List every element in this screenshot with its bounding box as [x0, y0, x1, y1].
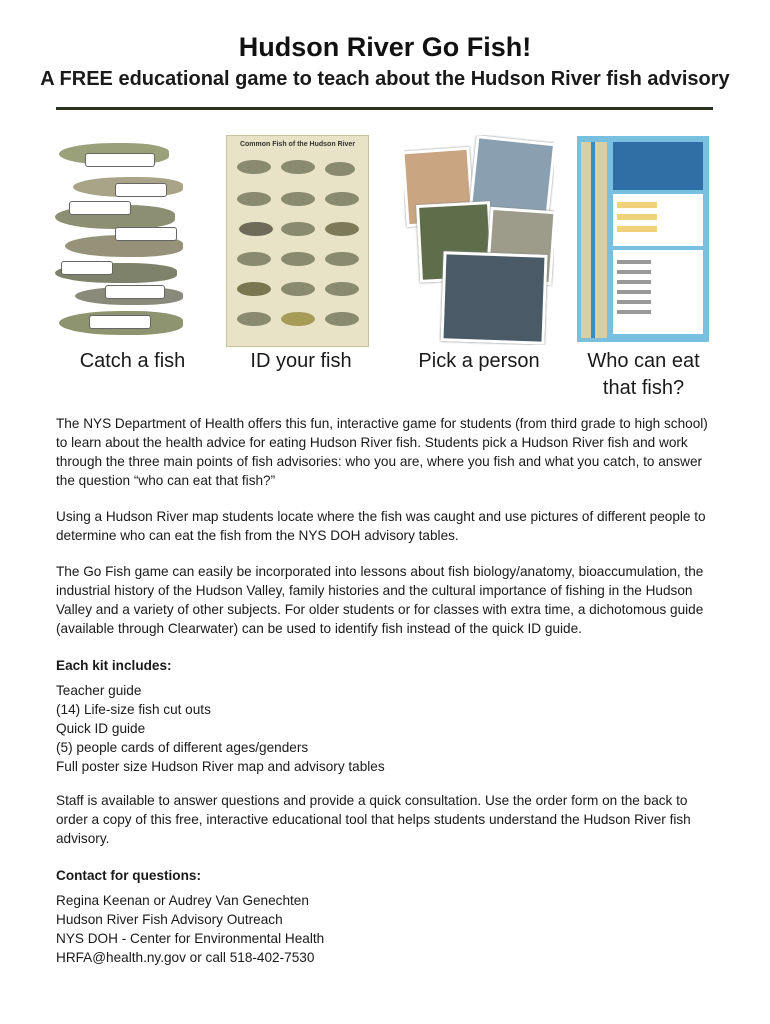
list-item: (5) people cards of different ages/genders [56, 740, 309, 755]
advisory-map-caption-line2: that fish? [602, 377, 685, 399]
contact-section [56, 866, 721, 967]
intro-paragraph [56, 414, 721, 490]
catch-fish-caption: Catch a fish [79, 350, 186, 372]
advisory-map-caption [571, 348, 716, 402]
contact-line: Hudson River Fish Advisory Outreach [56, 912, 283, 927]
list-item: Teacher guide [56, 683, 142, 698]
paragraph-text: Staff is available to answer questions and provide a quick consultation. Use the order form on the back to order a copy of this free, interactive educational tool that helps students understand the Hudson River fish advisory. [56, 793, 691, 846]
contact-heading: Contact for questions: [56, 868, 201, 883]
page-subtitle: A FREE educational game to teach about the Hudson River fish advisory [40, 68, 730, 90]
id-fish-caption: ID your fish [250, 350, 352, 372]
person-cards-image [404, 135, 554, 345]
person-cards-caption: Pick a person [418, 350, 540, 372]
advisory-map-image [577, 136, 709, 342]
kit-section [56, 656, 721, 776]
list-item: Full poster size Hudson River map and advisory tables [56, 759, 385, 774]
map-paragraph [56, 507, 721, 545]
catch-fish-image [55, 135, 188, 345]
id-fish-poster [226, 135, 369, 347]
lessons-paragraph [56, 562, 721, 638]
contact-line: Regina Keenan or Audrey Van Genechten [56, 893, 309, 908]
advisory-map-caption-line1: Who can eat [587, 350, 700, 372]
list-item: (14) Life-size fish cut outs [56, 702, 211, 717]
paragraph-text: The Go Fish game can easily be incorporated into lessons about fish biology/anatomy, bioaccumulation, the industrial history of the Hudson Valley, family histories and the cultural importance of fishing in the Hudson Valley and a variety of other subjects. For older students or for classes with extra time, a dichotomous guide (available through Clearwater) can be used to identify fish instead of the quick ID guide. [56, 564, 704, 636]
paragraph-text: Using a Hudson River map students locate where the fish was caught and use pictures of different people to determine who can eat the fish from the NYS DOH advisory tables. [56, 509, 706, 543]
paragraph-text: The NYS Department of Health offers this fun, interactive game for students (from third grade to high school) to learn about the health advice for eating Hudson River fish. Students pick a Hudson River fish and work through the three main points of fish advisories: who you are, where you fish and what you catch, to answer the question “who can eat that fish?” [56, 416, 708, 488]
list-item: Quick ID guide [56, 721, 146, 736]
contact-line: HRFA@health.ny.gov or call 518-402-7530 [56, 950, 315, 965]
header-divider [56, 107, 713, 110]
staff-paragraph [56, 791, 721, 848]
kit-heading: Each kit includes: [56, 658, 172, 673]
page-title: Hudson River Go Fish! [238, 32, 532, 62]
poster-title: Common Fish of the Hudson River [239, 141, 356, 148]
contact-line: NYS DOH - Center for Environmental Health [56, 931, 325, 946]
